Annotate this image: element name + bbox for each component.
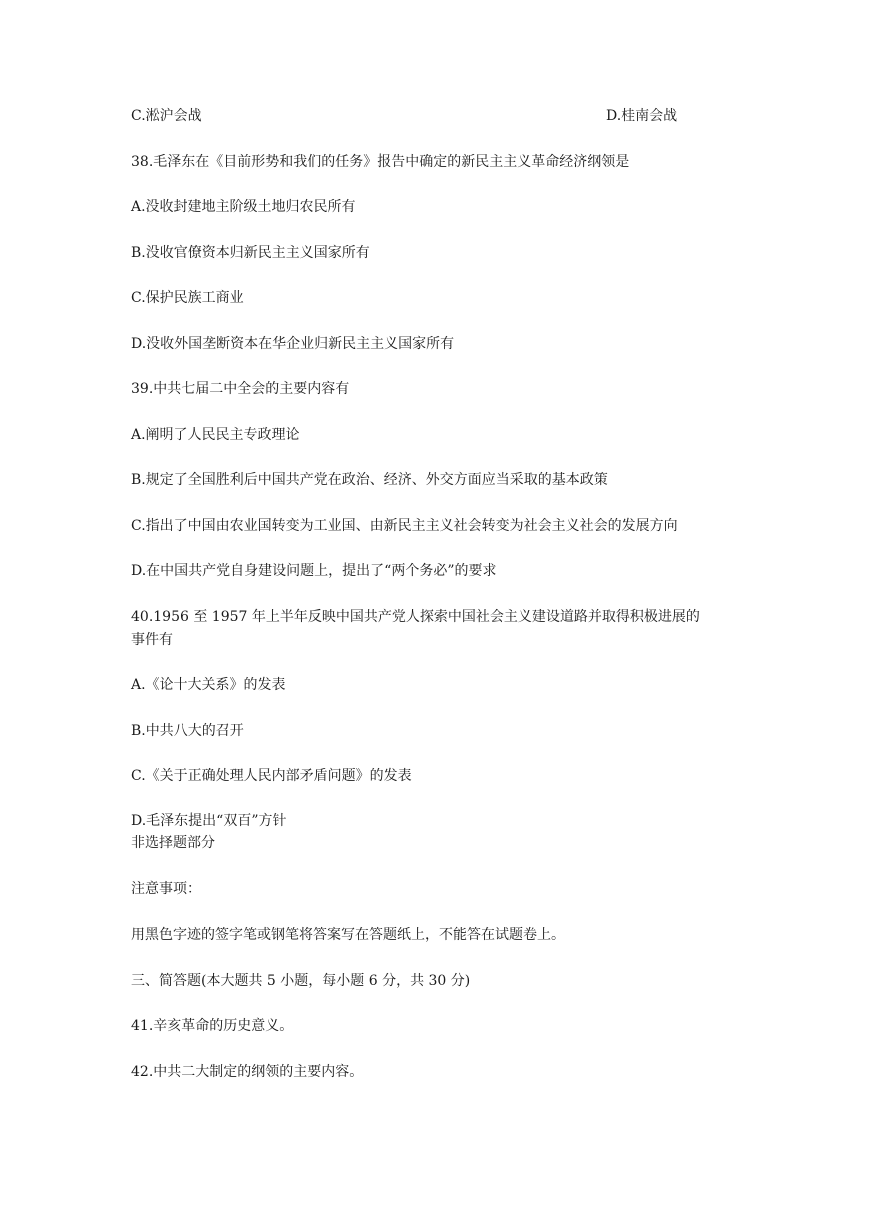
notice-text: 用黑色字迹的签字笔或钢笔将答案写在答题纸上，不能答在试题卷上。 — [131, 927, 565, 943]
q37-option-d: D.桂南会战 — [606, 108, 678, 124]
q40-option-a: A.《论十大关系》的发表 — [131, 677, 286, 693]
q38-stem: 38.毛泽东在《目前形势和我们的任务》报告中确定的新民主主义革命经济纲领是 — [131, 154, 630, 170]
q40-stem-line1: 40.1956 至 1957 年上半年反映中国共产党人探索中国社会主义建设道路并取得积极进展的 — [131, 609, 700, 625]
q38-option-d: D.没收外国垄断资本在华企业归新民主主义国家所有 — [131, 336, 455, 352]
notice-title: 注意事项： — [131, 881, 201, 897]
q38-option-c: C.保护民族工商业 — [131, 290, 244, 306]
q39-stem: 39.中共七届二中全会的主要内容有 — [131, 381, 350, 397]
section3-heading: 三、简答题(本大题共 5 小题，每小题 6 分，共 30 分) — [131, 973, 471, 989]
q41-question: 41.辛亥革命的历史意义。 — [131, 1018, 294, 1034]
q37-option-c: C.淞沪会战 — [131, 108, 202, 124]
q40-option-d: D.毛泽东提出“双百”方针 — [131, 813, 287, 829]
q39-option-d: D.在中国共产党自身建设问题上，提出了“两个务必”的要求 — [131, 563, 497, 579]
q39-option-c: C.指出了中国由农业国转变为工业国、由新民主主义社会转变为社会主义社会的发展方向 — [131, 518, 678, 534]
q42-question: 42.中共二大制定的纲领的主要内容。 — [131, 1064, 364, 1080]
q38-option-a: A.没收封建地主阶级土地归农民所有 — [131, 199, 356, 215]
section-nonchoice-heading: 非选择题部分 — [131, 835, 215, 851]
q38-option-b: B.没收官僚资本归新民主主义国家所有 — [131, 245, 370, 261]
q39-option-a: A.阐明了人民民主专政理论 — [131, 427, 300, 443]
q40-option-c: C.《关于正确处理人民内部矛盾问题》的发表 — [131, 768, 412, 784]
q39-option-b: B.规定了全国胜利后中国共产党在政治、经济、外交方面应当采取的基本政策 — [131, 472, 608, 488]
q40-option-b: B.中共八大的召开 — [131, 723, 244, 739]
q40-stem-line2: 事件有 — [131, 632, 173, 648]
